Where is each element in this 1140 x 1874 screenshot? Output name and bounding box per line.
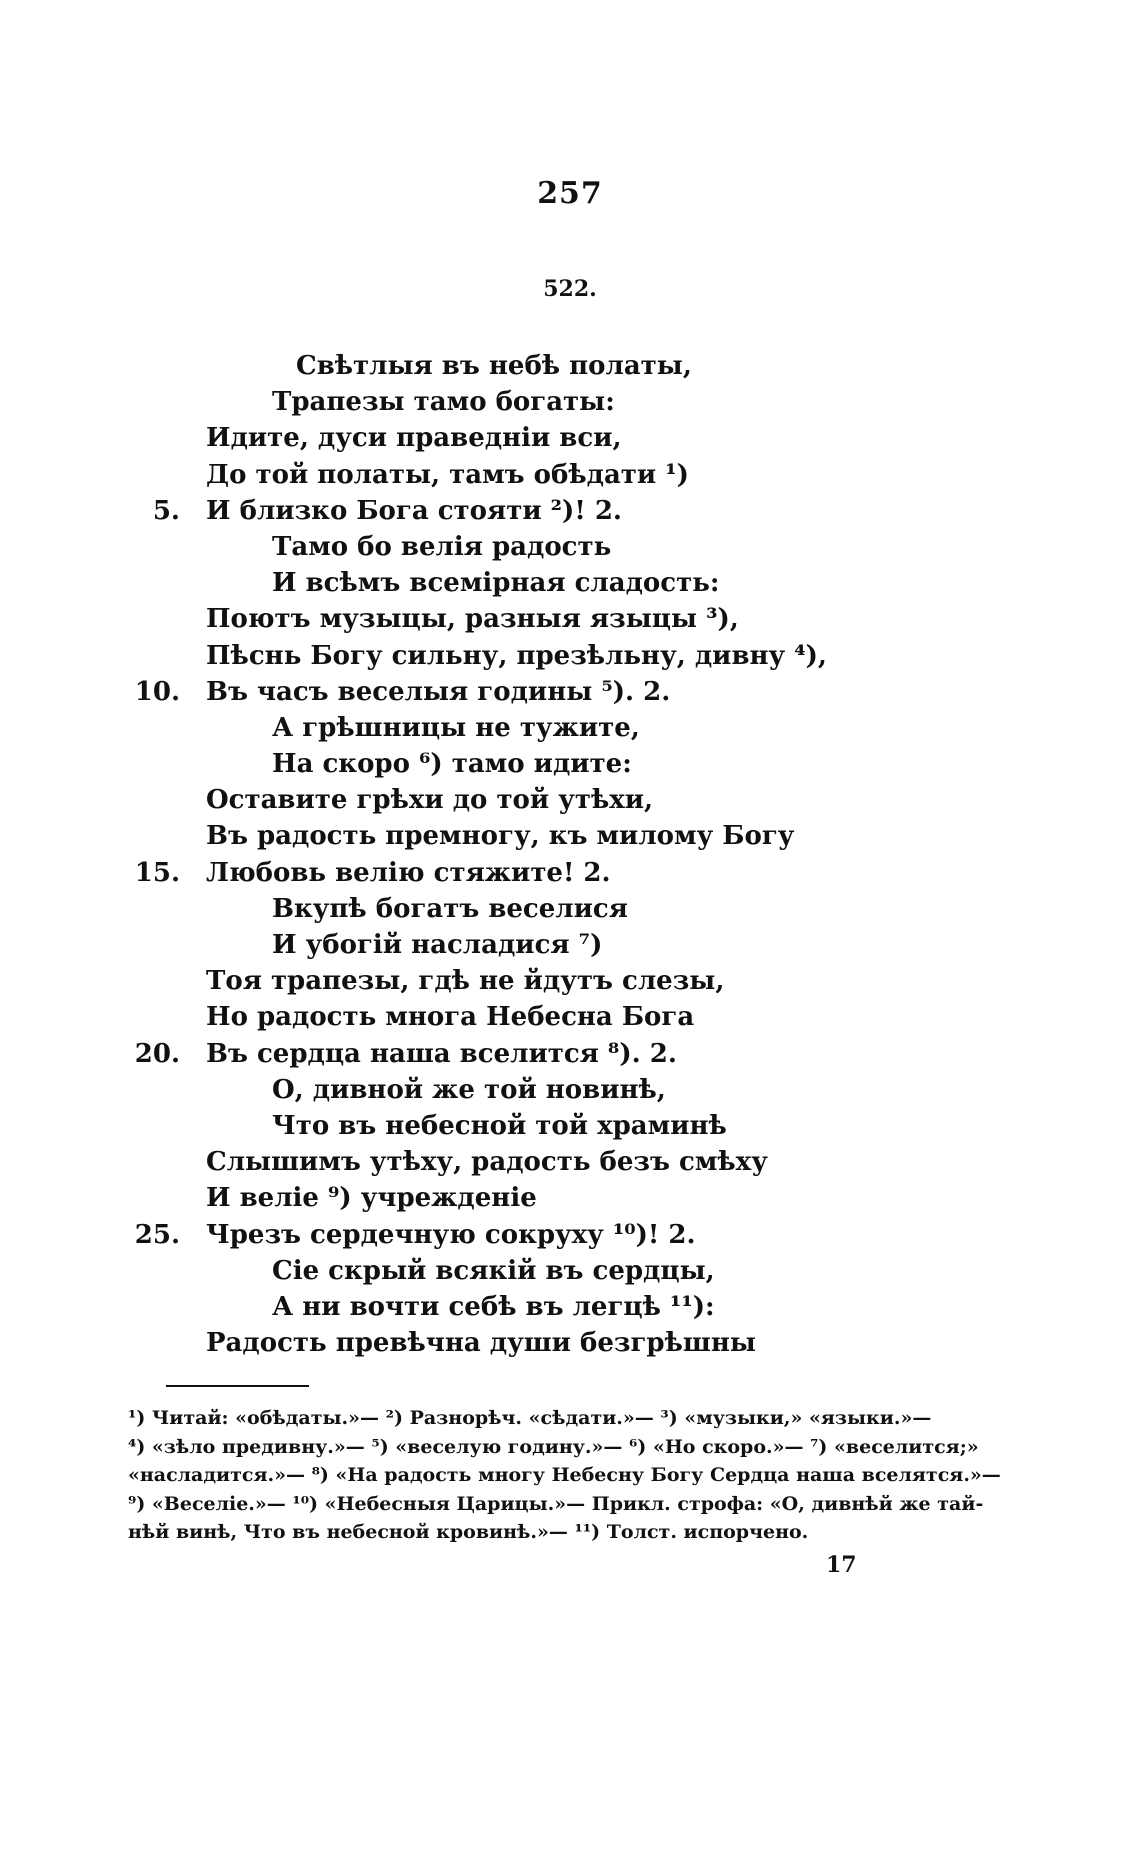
poem-line bbox=[0, 384, 1140, 420]
footnote-line: ⁹) «Веселіе.»— ¹⁰) «Небесныя Царицы.»— Прикл. строфа: «О, дивнѣй же тай- bbox=[128, 1492, 984, 1515]
poem-line bbox=[0, 891, 1140, 927]
line-text: И всѣмъ всемірная сладость: bbox=[272, 568, 720, 599]
line-text: О, дивной же той новинѣ, bbox=[272, 1074, 666, 1105]
line-text: Въ часъ веселыя годины ⁵). 2. bbox=[206, 676, 671, 707]
poem-line bbox=[0, 999, 1140, 1035]
poem-line bbox=[0, 1072, 1140, 1108]
footnote-line: нѣй винѣ, Что въ небесной кровинѣ.»— ¹¹) Толст. испорчено. bbox=[128, 1521, 809, 1544]
poem-line bbox=[0, 1144, 1140, 1180]
poem-line bbox=[0, 529, 1140, 565]
line-text: Но радость многа Небесна Бога bbox=[206, 1002, 695, 1033]
footnote-line: ⁴) «зѣло предивну.»— ⁵) «веселую годину.»— ⁶) «Но скоро.»— ⁷) «веселится;» bbox=[128, 1435, 979, 1458]
poem-line bbox=[0, 420, 1140, 456]
poem-line bbox=[0, 782, 1140, 818]
line-text: И близко Бога стояти ²)! 2. bbox=[206, 495, 622, 526]
line-text: А ни вочти себѣ въ легцѣ ¹¹): bbox=[272, 1291, 715, 1322]
poem-line bbox=[0, 746, 1140, 782]
poem-line bbox=[0, 348, 1140, 384]
poem-line bbox=[0, 1036, 1140, 1072]
line-text: Вкупѣ богатъ веселися bbox=[272, 893, 628, 924]
poem-line bbox=[0, 1289, 1140, 1325]
poem-line bbox=[0, 927, 1140, 963]
song-number: 522. bbox=[543, 276, 597, 302]
line-text: До той полаты, тамъ обѣдати ¹) bbox=[206, 459, 689, 490]
line-text: Трапезы тамо богаты: bbox=[272, 387, 615, 418]
poem-line bbox=[0, 1180, 1140, 1216]
poem-line bbox=[0, 1217, 1140, 1253]
line-text: Любовь велію стяжите! 2. bbox=[206, 857, 611, 888]
line-text: Въ сердца наша вселится ⁸). 2. bbox=[206, 1038, 677, 1069]
poem-line bbox=[0, 1325, 1140, 1361]
footnote-line: ¹) Читай: «обѣдаты.»— ²) Разнорѣч. «сѣдати.»— ³) «музыки,» «языки.»— bbox=[128, 1407, 932, 1429]
footnotes bbox=[128, 1404, 1001, 1547]
line-number: 10. bbox=[134, 676, 180, 707]
line-number: 15. bbox=[134, 857, 180, 888]
poem-line bbox=[0, 963, 1140, 999]
poem-line bbox=[0, 493, 1140, 529]
line-number: 5. bbox=[152, 495, 180, 526]
line-text: Свѣтлыя въ небѣ полаты, bbox=[296, 351, 692, 381]
poem-line bbox=[0, 1108, 1140, 1144]
line-number: 20. bbox=[134, 1038, 180, 1069]
signature-mark: 17 bbox=[826, 1552, 857, 1578]
line-text: Тамо бо велія радость bbox=[272, 531, 612, 562]
line-text: Идите, дуси праведніи вси, bbox=[206, 423, 622, 454]
poem-line bbox=[0, 710, 1140, 746]
footnote-divider bbox=[166, 1385, 309, 1387]
line-text: Чрезъ сердечную сокруху ¹⁰)! 2. bbox=[206, 1219, 696, 1250]
line-text: Поютъ музыцы, разныя языцы ³), bbox=[206, 604, 739, 635]
line-text: Пѣснь Богу сильну, презѣльну, дивну ⁴), bbox=[206, 640, 827, 671]
line-text: Сіе скрый всякій въ сердцы, bbox=[272, 1255, 715, 1286]
poem-line bbox=[0, 855, 1140, 891]
poem-line bbox=[0, 457, 1140, 493]
footnote-line: «насладится.»— ⁸) «На радость многу Небесну Богу Сердца наша вселятся.»— bbox=[128, 1464, 1001, 1487]
poem-line bbox=[0, 638, 1140, 674]
line-text: Оставите грѣхи до той утѣхи, bbox=[206, 785, 654, 816]
page-number: 257 bbox=[537, 176, 603, 211]
poem-line bbox=[0, 818, 1140, 854]
poem bbox=[0, 348, 1140, 1361]
line-number: 25. bbox=[134, 1219, 180, 1250]
line-text: На скоро ⁶) тамо идите: bbox=[272, 749, 632, 780]
line-text: А грѣшницы не тужите, bbox=[272, 712, 640, 743]
line-text: И веліе ⁹) учрежденіе bbox=[206, 1183, 537, 1214]
poem-line bbox=[0, 601, 1140, 637]
poem-line bbox=[0, 565, 1140, 601]
poem-line bbox=[0, 1253, 1140, 1289]
line-text: Слышимъ утѣху, радость безъ смѣху bbox=[206, 1147, 768, 1178]
poem-line bbox=[0, 674, 1140, 710]
line-text: Радость превѣчна души безгрѣшны bbox=[206, 1328, 756, 1359]
line-text: И убогій насладися ⁷) bbox=[272, 930, 603, 960]
line-text: Въ радость премногу, къ милому Богу bbox=[206, 821, 795, 852]
line-text: Тоя трапезы, гдѣ не йдутъ слезы, bbox=[206, 966, 725, 997]
line-text: Что въ небесной той храминѣ bbox=[272, 1110, 727, 1141]
